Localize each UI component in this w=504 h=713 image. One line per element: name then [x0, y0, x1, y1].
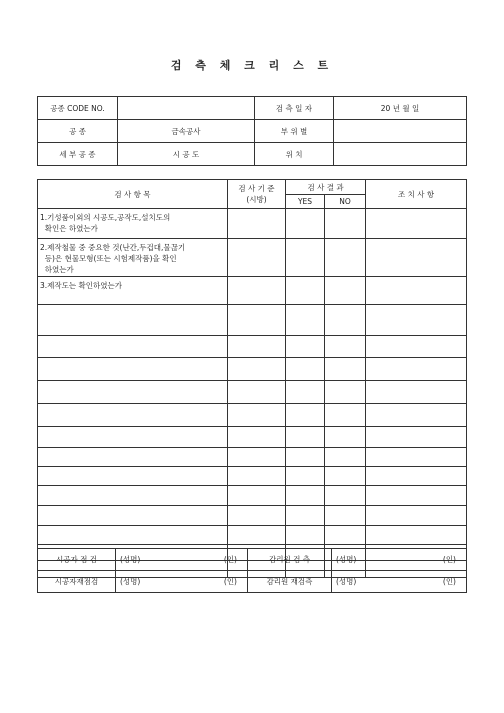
empty-row: [38, 486, 467, 506]
standard-cell[interactable]: [228, 448, 286, 467]
item-cell[interactable]: [38, 467, 228, 486]
value-cell[interactable]: 시 공 도: [118, 143, 255, 166]
yes-cell[interactable]: [286, 526, 325, 545]
supervisor-recheck-name-field[interactable]: [332, 571, 467, 593]
no-cell[interactable]: [325, 277, 366, 305]
header-row: [38, 143, 467, 166]
standard-cell[interactable]: [228, 209, 286, 239]
action-cell[interactable]: [366, 427, 467, 448]
action-cell[interactable]: [366, 448, 467, 467]
empty-row: [38, 427, 467, 448]
yes-cell[interactable]: [286, 467, 325, 486]
empty-row: [38, 506, 467, 526]
contractor-recheck-name-field[interactable]: [116, 571, 248, 593]
table-row: [38, 209, 467, 239]
no-cell[interactable]: [325, 526, 366, 545]
label-cell: 부 위 별: [255, 120, 334, 143]
value-cell[interactable]: [334, 120, 467, 143]
column-header-yes: YES: [286, 195, 325, 209]
empty-row: [38, 526, 467, 545]
value-cell[interactable]: [118, 97, 255, 120]
item-cell[interactable]: [38, 358, 228, 381]
yes-cell[interactable]: [286, 358, 325, 381]
column-header-standard: [228, 180, 286, 209]
item-cell[interactable]: [38, 486, 228, 506]
no-cell[interactable]: [325, 427, 366, 448]
name-label: (성명): [120, 555, 141, 564]
standard-cell[interactable]: [228, 336, 286, 358]
item-line: 2.제작철물 중 중요한 것(난간,두겁대,물끊기: [40, 243, 186, 252]
item-cell[interactable]: [38, 427, 228, 448]
checklist-header-row: [38, 180, 467, 195]
item-line: 3.제작도는 확인하였는가: [40, 281, 122, 290]
signature-row: [38, 571, 467, 593]
document-title: 검 측 체 크 리 스 트: [170, 59, 334, 72]
contractor-recheck-label: 시공자재점검: [38, 571, 116, 593]
action-cell[interactable]: [366, 404, 467, 427]
empty-row: [38, 358, 467, 381]
label-cell: 공 종: [38, 120, 118, 143]
standard-sub-label: (시방): [246, 195, 267, 204]
item-line: 등)은 현물모형(또는 시험제작품)을 확인: [40, 254, 177, 263]
standard-cell[interactable]: [228, 358, 286, 381]
item-cell[interactable]: [38, 404, 228, 427]
value-cell[interactable]: 금속공사: [118, 120, 255, 143]
empty-row: [38, 305, 467, 336]
item-cell[interactable]: [38, 305, 228, 336]
yes-cell[interactable]: [286, 427, 325, 448]
standard-cell[interactable]: [228, 277, 286, 305]
item-cell[interactable]: [38, 526, 228, 545]
header-row: [38, 97, 467, 120]
action-cell[interactable]: [366, 358, 467, 381]
standard-cell[interactable]: [228, 427, 286, 448]
standard-cell[interactable]: [228, 526, 286, 545]
standard-cell[interactable]: [228, 239, 286, 277]
item-cell[interactable]: [38, 506, 228, 526]
column-header-no: NO: [325, 195, 366, 209]
empty-row: [38, 448, 467, 467]
yes-cell[interactable]: [286, 305, 325, 336]
action-cell[interactable]: [366, 277, 467, 305]
checklist-item-text: [38, 209, 228, 239]
seal-label: (인): [223, 555, 237, 564]
supervisor-name-field[interactable]: [332, 549, 467, 571]
checklist-item-text: [38, 277, 228, 305]
action-cell[interactable]: [366, 467, 467, 486]
action-cell[interactable]: [366, 336, 467, 358]
empty-row: [38, 467, 467, 486]
table-row: [38, 277, 467, 305]
signature-table: [37, 548, 467, 593]
table-row: [38, 239, 467, 277]
no-cell[interactable]: [325, 467, 366, 486]
no-cell[interactable]: [325, 336, 366, 358]
supervisor-check-label: 감리원 검 측: [248, 549, 332, 571]
no-cell[interactable]: [325, 239, 366, 277]
no-cell[interactable]: [325, 305, 366, 336]
no-cell[interactable]: [325, 486, 366, 506]
yes-cell[interactable]: [286, 486, 325, 506]
yes-cell[interactable]: [286, 336, 325, 358]
label-cell: 위 치: [255, 143, 334, 166]
no-cell[interactable]: [325, 404, 366, 427]
seal-label: (인): [442, 555, 456, 564]
inspection-date-cell[interactable]: 20 년 월 일: [334, 97, 467, 120]
action-cell[interactable]: [366, 305, 467, 336]
item-cell[interactable]: [38, 336, 228, 358]
item-line: 1.기성품이외의 시공도,공작도,설치도의: [40, 213, 171, 222]
yes-cell[interactable]: [286, 239, 325, 277]
yes-cell[interactable]: [286, 404, 325, 427]
label-cell: 검 측 일 자: [255, 97, 334, 120]
no-cell[interactable]: [325, 506, 366, 526]
standard-cell[interactable]: [228, 305, 286, 336]
yes-cell[interactable]: [286, 448, 325, 467]
yes-cell[interactable]: [286, 209, 325, 239]
seal-label: (인): [442, 577, 456, 586]
empty-row: [38, 404, 467, 427]
item-cell[interactable]: [38, 448, 228, 467]
action-cell[interactable]: [366, 209, 467, 239]
standard-label: 검 사 기 준: [238, 184, 275, 193]
item-line: 확인은 하였는가: [40, 224, 98, 233]
action-cell[interactable]: [366, 239, 467, 277]
yes-cell[interactable]: [286, 506, 325, 526]
name-label: (성명): [336, 577, 357, 586]
standard-cell[interactable]: [228, 486, 286, 506]
column-header-item: 검 사 항 목: [38, 180, 228, 209]
no-cell[interactable]: [325, 358, 366, 381]
action-cell[interactable]: [366, 506, 467, 526]
standard-cell[interactable]: [228, 404, 286, 427]
empty-row: [38, 336, 467, 358]
header-row: [38, 120, 467, 143]
name-label: (성명): [336, 555, 357, 564]
checklist-table: [37, 179, 467, 578]
checklist-item-text: [38, 239, 228, 277]
label-cell: 공종 CODE NO.: [38, 97, 118, 120]
name-label: (성명): [120, 577, 141, 586]
action-cell[interactable]: [366, 486, 467, 506]
yes-cell[interactable]: [286, 277, 325, 305]
seal-label: (인): [223, 577, 237, 586]
no-cell[interactable]: [325, 448, 366, 467]
empty-row: [38, 381, 467, 404]
header-info-table: [37, 96, 467, 166]
contractor-name-field[interactable]: [116, 549, 248, 571]
value-cell[interactable]: [334, 143, 467, 166]
standard-cell[interactable]: [228, 506, 286, 526]
column-header-action: 조 치 사 항: [366, 180, 467, 209]
item-cell[interactable]: [38, 381, 228, 404]
item-line: 하였는가: [40, 265, 74, 274]
standard-cell[interactable]: [228, 381, 286, 404]
action-cell[interactable]: [366, 526, 467, 545]
label-cell: 세 부 공 종: [38, 143, 118, 166]
supervisor-recheck-label: 감리원 재검측: [248, 571, 332, 593]
no-cell[interactable]: [325, 209, 366, 239]
column-header-result: 검 사 결 과: [286, 180, 366, 195]
standard-cell[interactable]: [228, 467, 286, 486]
yes-cell[interactable]: [286, 381, 325, 404]
signature-row: [38, 549, 467, 571]
no-cell[interactable]: [325, 381, 366, 404]
action-cell[interactable]: [366, 381, 467, 404]
contractor-check-label: 시공자 점 검: [38, 549, 116, 571]
